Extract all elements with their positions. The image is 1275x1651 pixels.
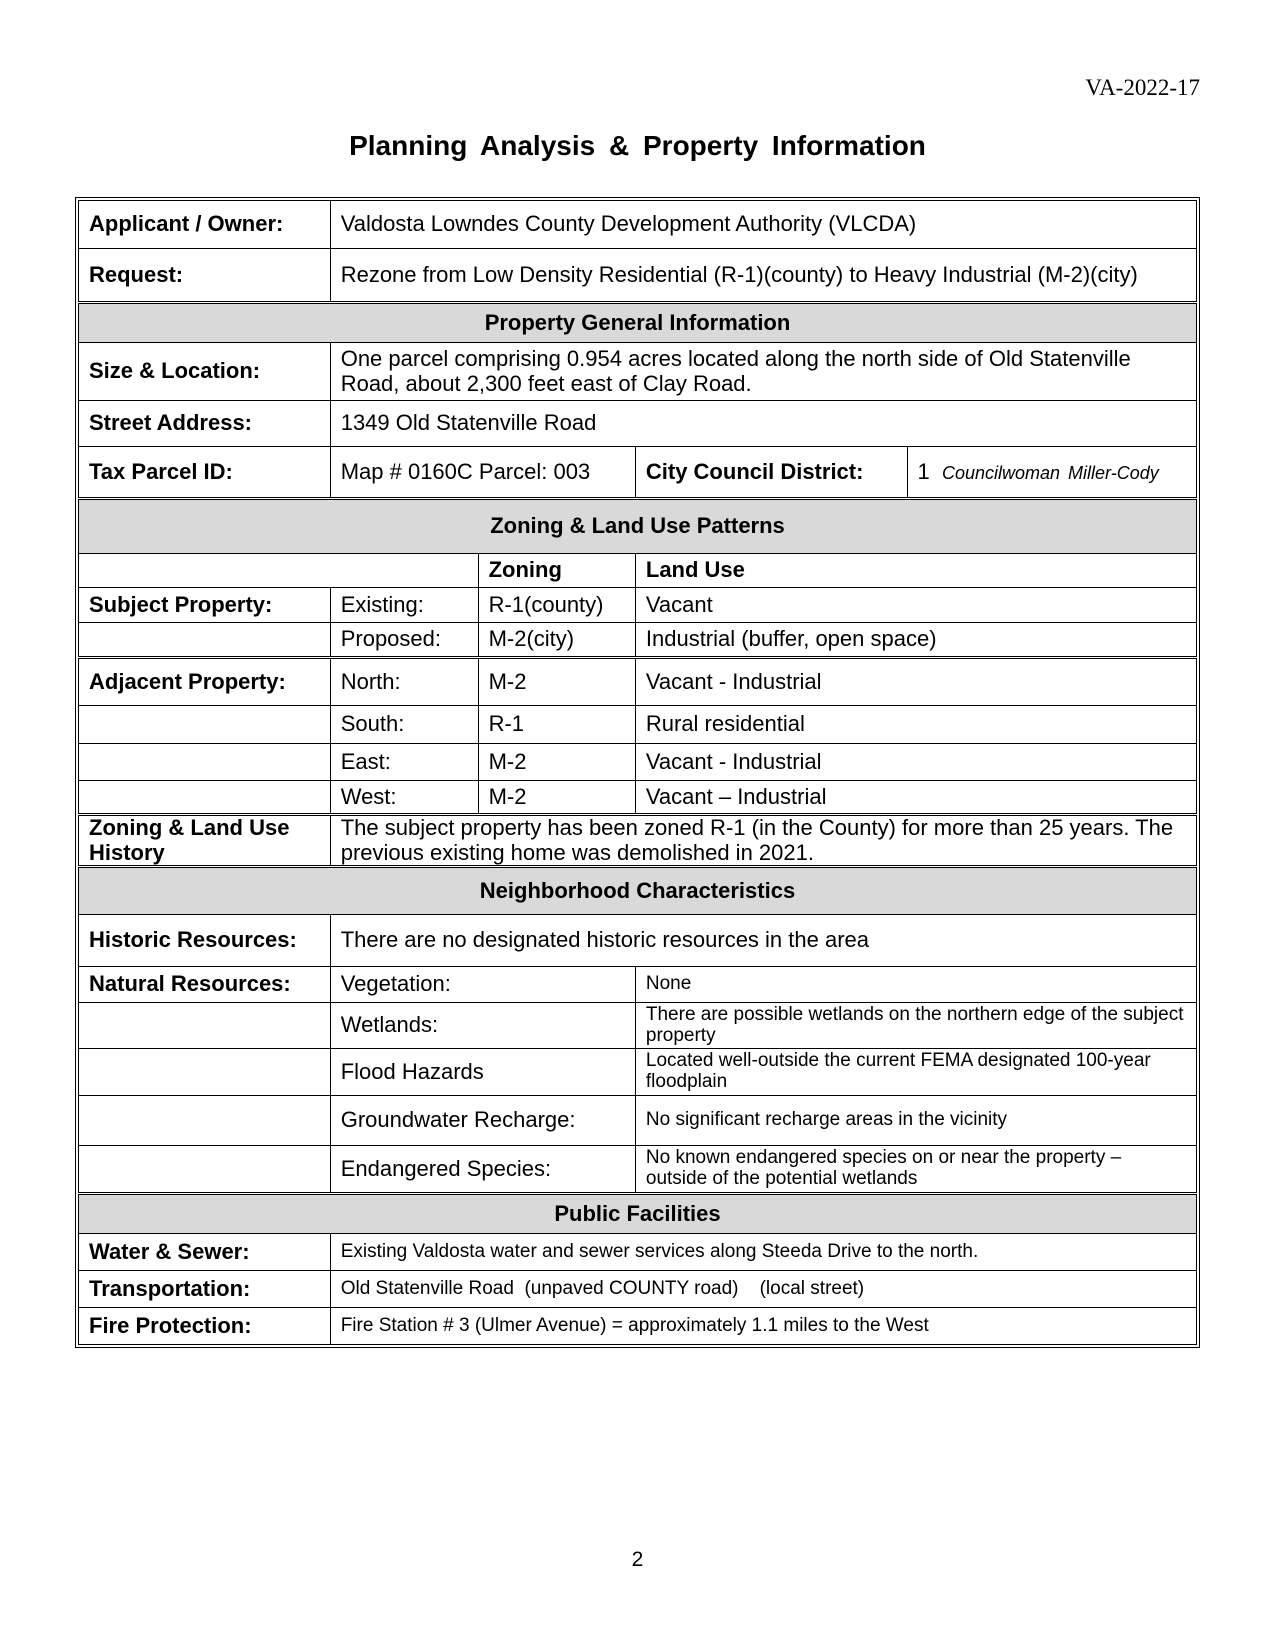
landuse-cell: Vacant - Industrial xyxy=(635,658,1196,706)
general-header-row xyxy=(79,303,1197,343)
water-sewer-label: Water & Sewer: xyxy=(79,1234,331,1271)
historic-resources-row xyxy=(79,915,1197,967)
natural-resources-label: Natural Resources: xyxy=(79,967,331,1003)
facilities-header-row xyxy=(79,1194,1197,1234)
natural-groundwater-row xyxy=(79,1096,1197,1146)
fire-protection-row xyxy=(79,1308,1197,1345)
zoning-section-header: Zoning & Land Use Patterns xyxy=(79,499,1197,554)
zoning-history-row xyxy=(79,815,1197,867)
natural-item-cell: Flood Hazards xyxy=(330,1049,635,1096)
request-label: Request: xyxy=(79,249,331,303)
council-district-label: City Council District: xyxy=(635,447,907,499)
property-info-table xyxy=(78,200,1197,1345)
tax-parcel-row xyxy=(79,447,1197,499)
size-location-label: Size & Location: xyxy=(79,343,331,401)
natural-endangered-row xyxy=(79,1146,1197,1194)
adjacent-south-row xyxy=(79,706,1197,744)
size-location-row xyxy=(79,343,1197,401)
fire-protection-value: Fire Station # 3 (Ulmer Avenue) = approximately 1.1 miles to the West xyxy=(330,1308,1196,1345)
zoning-header-row xyxy=(79,499,1197,554)
historic-resources-label: Historic Resources: xyxy=(79,915,331,967)
direction-cell: South: xyxy=(330,706,478,744)
size-location-value: One parcel comprising 0.954 acres located along the north side of Old Statenville Road, about 2,300 feet east of Clay Road. xyxy=(330,343,1196,401)
applicant-row xyxy=(79,201,1197,249)
zoning-column-header: Zoning xyxy=(478,554,635,588)
landuse-cell: Vacant xyxy=(635,588,1196,623)
page-number: 2 xyxy=(631,1548,644,1571)
facilities-section-header: Public Facilities xyxy=(79,1194,1197,1234)
natural-item-cell: Groundwater Recharge: xyxy=(330,1096,635,1146)
tax-parcel-value: Map # 0160C Parcel: 003 xyxy=(330,447,635,499)
zoning-cell: R-1 xyxy=(478,706,635,744)
request-value: Rezone from Low Density Residential (R-1)(county) to Heavy Industrial (M-2)(city) xyxy=(330,249,1196,303)
empty-label-cell xyxy=(79,1049,331,1096)
empty-label-cell xyxy=(79,1146,331,1194)
neighborhood-section-header: Neighborhood Characteristics xyxy=(79,867,1197,915)
direction-cell: Existing: xyxy=(330,588,478,623)
adjacent-west-row xyxy=(79,781,1197,815)
zoning-cell: M-2 xyxy=(478,781,635,815)
landuse-cell: Vacant – Industrial xyxy=(635,781,1196,815)
landuse-cell: Vacant - Industrial xyxy=(635,744,1196,781)
document-id: VA-2022-17 xyxy=(1085,75,1200,100)
direction-cell: East: xyxy=(330,744,478,781)
natural-item-cell: Vegetation: xyxy=(330,967,635,1003)
adjacent-east-row xyxy=(79,744,1197,781)
zoning-column-header-row xyxy=(79,554,1197,588)
direction-cell: West: xyxy=(330,781,478,815)
street-address-row xyxy=(79,401,1197,447)
subject-proposed-row xyxy=(79,623,1197,658)
empty-label-cell xyxy=(79,706,331,744)
natural-vegetation-row xyxy=(79,967,1197,1003)
empty-label-cell xyxy=(79,781,331,815)
property-info-table-frame xyxy=(75,197,1200,1348)
direction-cell: Proposed: xyxy=(330,623,478,658)
subject-existing-row xyxy=(79,588,1197,623)
empty-label-cell xyxy=(79,623,331,658)
zoning-cell: M-2 xyxy=(478,744,635,781)
general-section-header: Property General Information xyxy=(79,303,1197,343)
request-row xyxy=(79,249,1197,303)
natural-value-cell: None xyxy=(635,967,1196,1003)
subject-property-label: Subject Property: xyxy=(79,588,331,623)
zoning-cell: M-2(city) xyxy=(478,623,635,658)
historic-resources-value: There are no designated historic resources in the area xyxy=(330,915,1196,967)
natural-value-cell: No known endangered species on or near the property – outside of the potential wetlands xyxy=(635,1146,1196,1194)
tax-parcel-label: Tax Parcel ID: xyxy=(79,447,331,499)
applicant-label: Applicant / Owner: xyxy=(79,201,331,249)
zoning-history-label: Zoning & Land Use History xyxy=(79,815,331,867)
neighborhood-header-row xyxy=(79,867,1197,915)
zoning-header-blank xyxy=(79,554,479,588)
transportation-value: Old Statenville Road (unpaved COUNTY road) (local street) xyxy=(330,1271,1196,1308)
fire-protection-label: Fire Protection: xyxy=(79,1308,331,1345)
zoning-history-value: The subject property has been zoned R-1 (in the County) for more than 25 years. The previous existing home was demolished in 2021. xyxy=(330,815,1196,867)
landuse-cell: Rural residential xyxy=(635,706,1196,744)
empty-label-cell xyxy=(79,744,331,781)
natural-flood-row xyxy=(79,1049,1197,1096)
council-district-number: 1 xyxy=(917,458,930,484)
adjacent-property-label: Adjacent Property: xyxy=(79,658,331,706)
natural-value-cell: There are possible wetlands on the northern edge of the subject property xyxy=(635,1003,1196,1049)
page-title: Planning Analysis & Property Information xyxy=(349,130,926,161)
adjacent-north-row xyxy=(79,658,1197,706)
landuse-column-header: Land Use xyxy=(635,554,1196,588)
zoning-cell: R-1(county) xyxy=(478,588,635,623)
council-district-value xyxy=(907,447,1197,499)
street-address-value: 1349 Old Statenville Road xyxy=(330,401,1196,447)
transportation-row xyxy=(79,1271,1197,1308)
street-address-label: Street Address: xyxy=(79,401,331,447)
landuse-cell: Industrial (buffer, open space) xyxy=(635,623,1196,658)
water-sewer-value: Existing Valdosta water and sewer services along Steeda Drive to the north. xyxy=(330,1234,1196,1271)
natural-value-cell: Located well-outside the current FEMA designated 100-year floodplain xyxy=(635,1049,1196,1096)
natural-item-cell: Endangered Species: xyxy=(330,1146,635,1194)
zoning-cell: M-2 xyxy=(478,658,635,706)
water-sewer-row xyxy=(79,1234,1197,1271)
natural-value-cell: No significant recharge areas in the vicinity xyxy=(635,1096,1196,1146)
empty-label-cell xyxy=(79,1096,331,1146)
natural-wetlands-row xyxy=(79,1003,1197,1049)
direction-cell: North: xyxy=(330,658,478,706)
transportation-label: Transportation: xyxy=(79,1271,331,1308)
applicant-value: Valdosta Lowndes County Development Authority (VLCDA) xyxy=(330,201,1196,249)
council-member-name: Councilwoman Miller-Cody xyxy=(941,462,1159,483)
natural-item-cell: Wetlands: xyxy=(330,1003,635,1049)
empty-label-cell xyxy=(79,1003,331,1049)
